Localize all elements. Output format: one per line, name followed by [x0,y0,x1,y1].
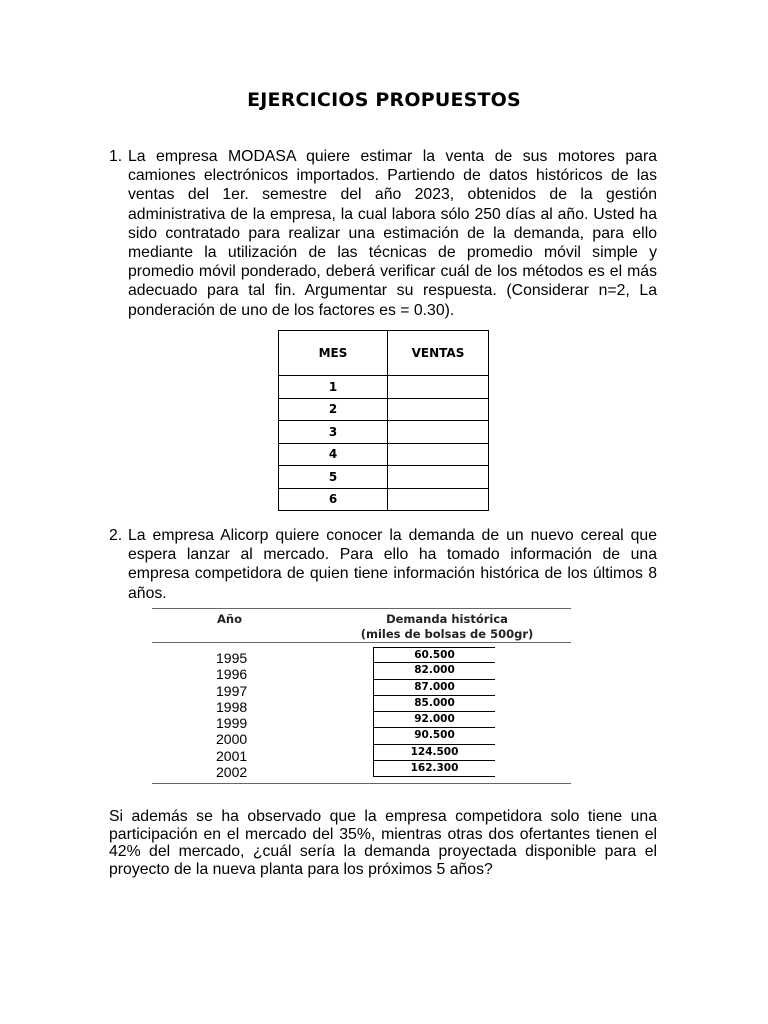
demand-cell: 85.000 [374,696,495,712]
demand-cell: 162.300 [374,761,495,777]
table-header-rule [152,642,571,643]
table-bottom-rule [152,783,571,784]
ventas-cell [388,466,489,489]
ventas-cell [388,421,489,444]
demand-cell: 87.000 [374,680,495,696]
demand-table [152,608,571,786]
demand-cell: 92.000 [374,712,495,728]
mes-cell: 4 [279,443,388,466]
table-row [279,376,489,399]
header-demand [357,612,537,642]
table-row [279,421,489,444]
table-top-rule [152,608,571,609]
exercise-2 [109,526,657,606]
exercise-1-text: La empresa MODASA quiere estimar la venta de sus motores para camiones electrónicos importados. Partiendo de datos históricos de las ventas del 1er. semestre del año 2023, obtenidos de la gestión administrativa de la empresa, la cual labora sólo 250 días al año. Usted ha sido contratado para realizar una estimación de la demanda, para ello mediante la utilización de las técnicas de promedio móvil simple y promedio móvil ponderado, deberá verificar cuál de los métodos es el más adecuado para tal fin. Argumentar su respuesta. (Considerar n=2, La ponderación de uno de los factores es = 0.30). [128,148,657,319]
header-demand-line1: Demanda histórica [386,612,508,626]
exercise-1-number: 1. [109,148,123,165]
header-mes: MES [279,331,388,376]
year-column [216,650,247,780]
exercise-2-text: La empresa Alicorp quiere conocer la demanda de un nuevo cereal que espera lanzar al mercado. Para ello ha tomado información de una empresa competidora de quien tiene información histórica de los últimos 8 años. [128,527,657,602]
ventas-cell [388,376,489,399]
mes-cell: 2 [279,398,388,421]
demand-column [373,647,495,777]
page-title: EJERCICIOS PROPUESTOS [247,89,521,111]
sales-table-header [279,331,489,376]
sales-table [278,330,489,511]
demand-cell: 90.500 [374,728,495,744]
mes-cell: 3 [279,421,388,444]
ventas-cell [388,398,489,421]
mes-cell: 6 [279,488,388,511]
year-cell: 1998 [216,698,248,715]
table-row [279,466,489,489]
table-row [279,398,489,421]
table-row [279,488,489,511]
demand-cell: 82.000 [374,663,495,679]
header-demand-line2: (miles de bolsas de 500gr) [360,627,534,641]
year-cell: 1995 [216,650,248,666]
demand-cell: 60.500 [374,647,495,663]
exercise-1 [109,147,657,317]
header-ventas: VENTAS [388,331,489,376]
mes-cell: 1 [279,376,388,399]
year-cell: 1999 [216,715,248,732]
demand-cell: 124.500 [374,745,495,761]
year-cell: 1996 [216,666,248,683]
year-cell: 2000 [216,731,248,748]
year-cell: 2001 [216,747,248,764]
ventas-cell [388,443,489,466]
year-cell: 1997 [216,682,248,699]
year-cell: 2002 [216,764,248,781]
table-row [279,443,489,466]
ventas-cell [388,488,489,511]
header-year: Año [217,612,242,626]
mes-cell: 5 [279,466,388,489]
closing-paragraph: Si además se ha observado que la empresa competidora solo tiene una participación en el mercado del 35%, mientras otras dos ofertantes tienen el 42% del mercado, ¿cuál sería la demanda proyectada disponible para el proyecto de la nueva planta para los próximos 5 años? [109,808,657,878]
exercise-2-number: 2. [109,527,123,544]
